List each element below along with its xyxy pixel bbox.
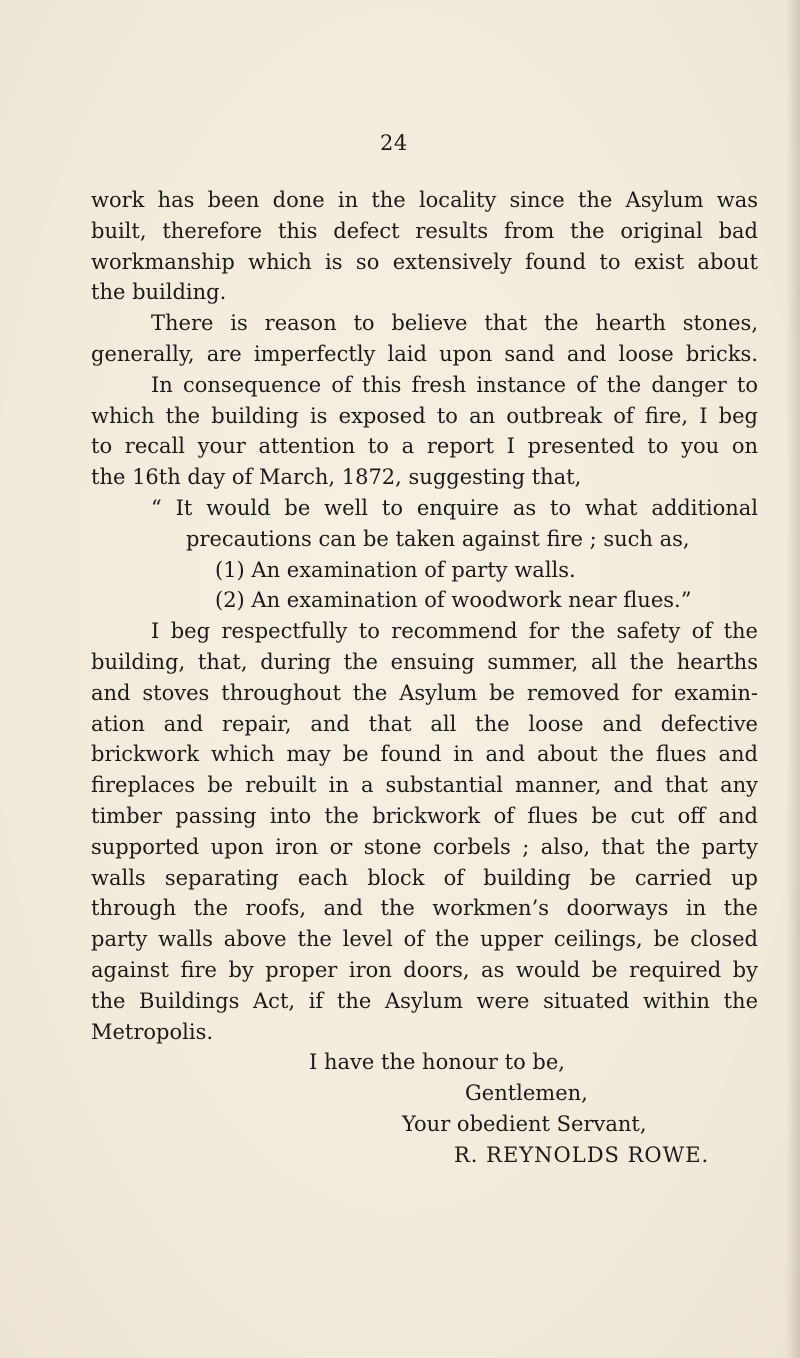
quote-line: precautions can be taken against fire ; such as, (186, 526, 690, 551)
text-line: workmanship which is so extensively found to exist about (91, 249, 758, 274)
text-line: the Buildings Act, if the Asylum were situated within the (91, 988, 758, 1013)
quote-line: “ It would be well to enquire as to what additional (151, 495, 758, 520)
text-line: to recall your attention to a report I presented to you on (91, 434, 758, 459)
text-line: walls separating each block of building be carried up (91, 865, 758, 890)
text-line: party walls above the level of the upper ceilings, be closed (91, 927, 758, 952)
quote-list-item: (2) An examination of woodwork near flues.” (215, 588, 692, 613)
text-line: timber passing into the brickwork of flues be cut off and (91, 803, 758, 828)
text-line: the building. (91, 280, 227, 305)
page-number: 24 (380, 131, 408, 155)
text-line: In consequence of this fresh instance of the danger to (151, 372, 758, 397)
closing-line: I have the honour to be, (309, 1050, 565, 1075)
text-line: built, therefore this defect results from the original bad (91, 218, 758, 243)
text-line: the 16th day of March, 1872, suggesting that, (91, 465, 582, 490)
text-line: fireplaces be rebuilt in a substantial manner, and that any (91, 773, 758, 798)
signature: R. REYNOLDS ROWE. (454, 1142, 710, 1167)
closing-line: Your obedient Servant, (402, 1111, 647, 1136)
text-line: supported upon iron or stone corbels ; also, that the party (91, 834, 758, 859)
text-line: through the roofs, and the workmen’s doorways in the (91, 896, 758, 921)
text-line: against fire by proper iron doors, as would be required by (91, 957, 758, 982)
closing-salutation: Gentlemen, (465, 1081, 588, 1106)
text-line: work has been done in the locality since the Asylum was (91, 188, 758, 212)
text-line: I beg respectfully to recommend for the safety of the (151, 619, 758, 644)
text-line: brickwork which may be found in and about the flues and (91, 742, 758, 767)
body-text (91, 185, 758, 1171)
text-line: generally, are imperfectly laid upon sand and loose bricks. (91, 341, 758, 366)
text-line: ation and repair, and that all the loose and defective (91, 711, 758, 736)
text-line: and stoves throughout the Asylum be removed for examin- (91, 680, 758, 705)
quote-list-item: (1) An examination of party walls. (215, 557, 576, 582)
text-line: There is reason to believe that the hearth stones, (151, 311, 758, 336)
text-line: which the building is exposed to an outbreak of fire, I beg (91, 403, 758, 428)
text-line: building, that, during the ensuing summer, all the hearths (91, 649, 758, 674)
page-edge-shadow (786, 0, 800, 1358)
text-line: Metropolis. (91, 1019, 214, 1044)
